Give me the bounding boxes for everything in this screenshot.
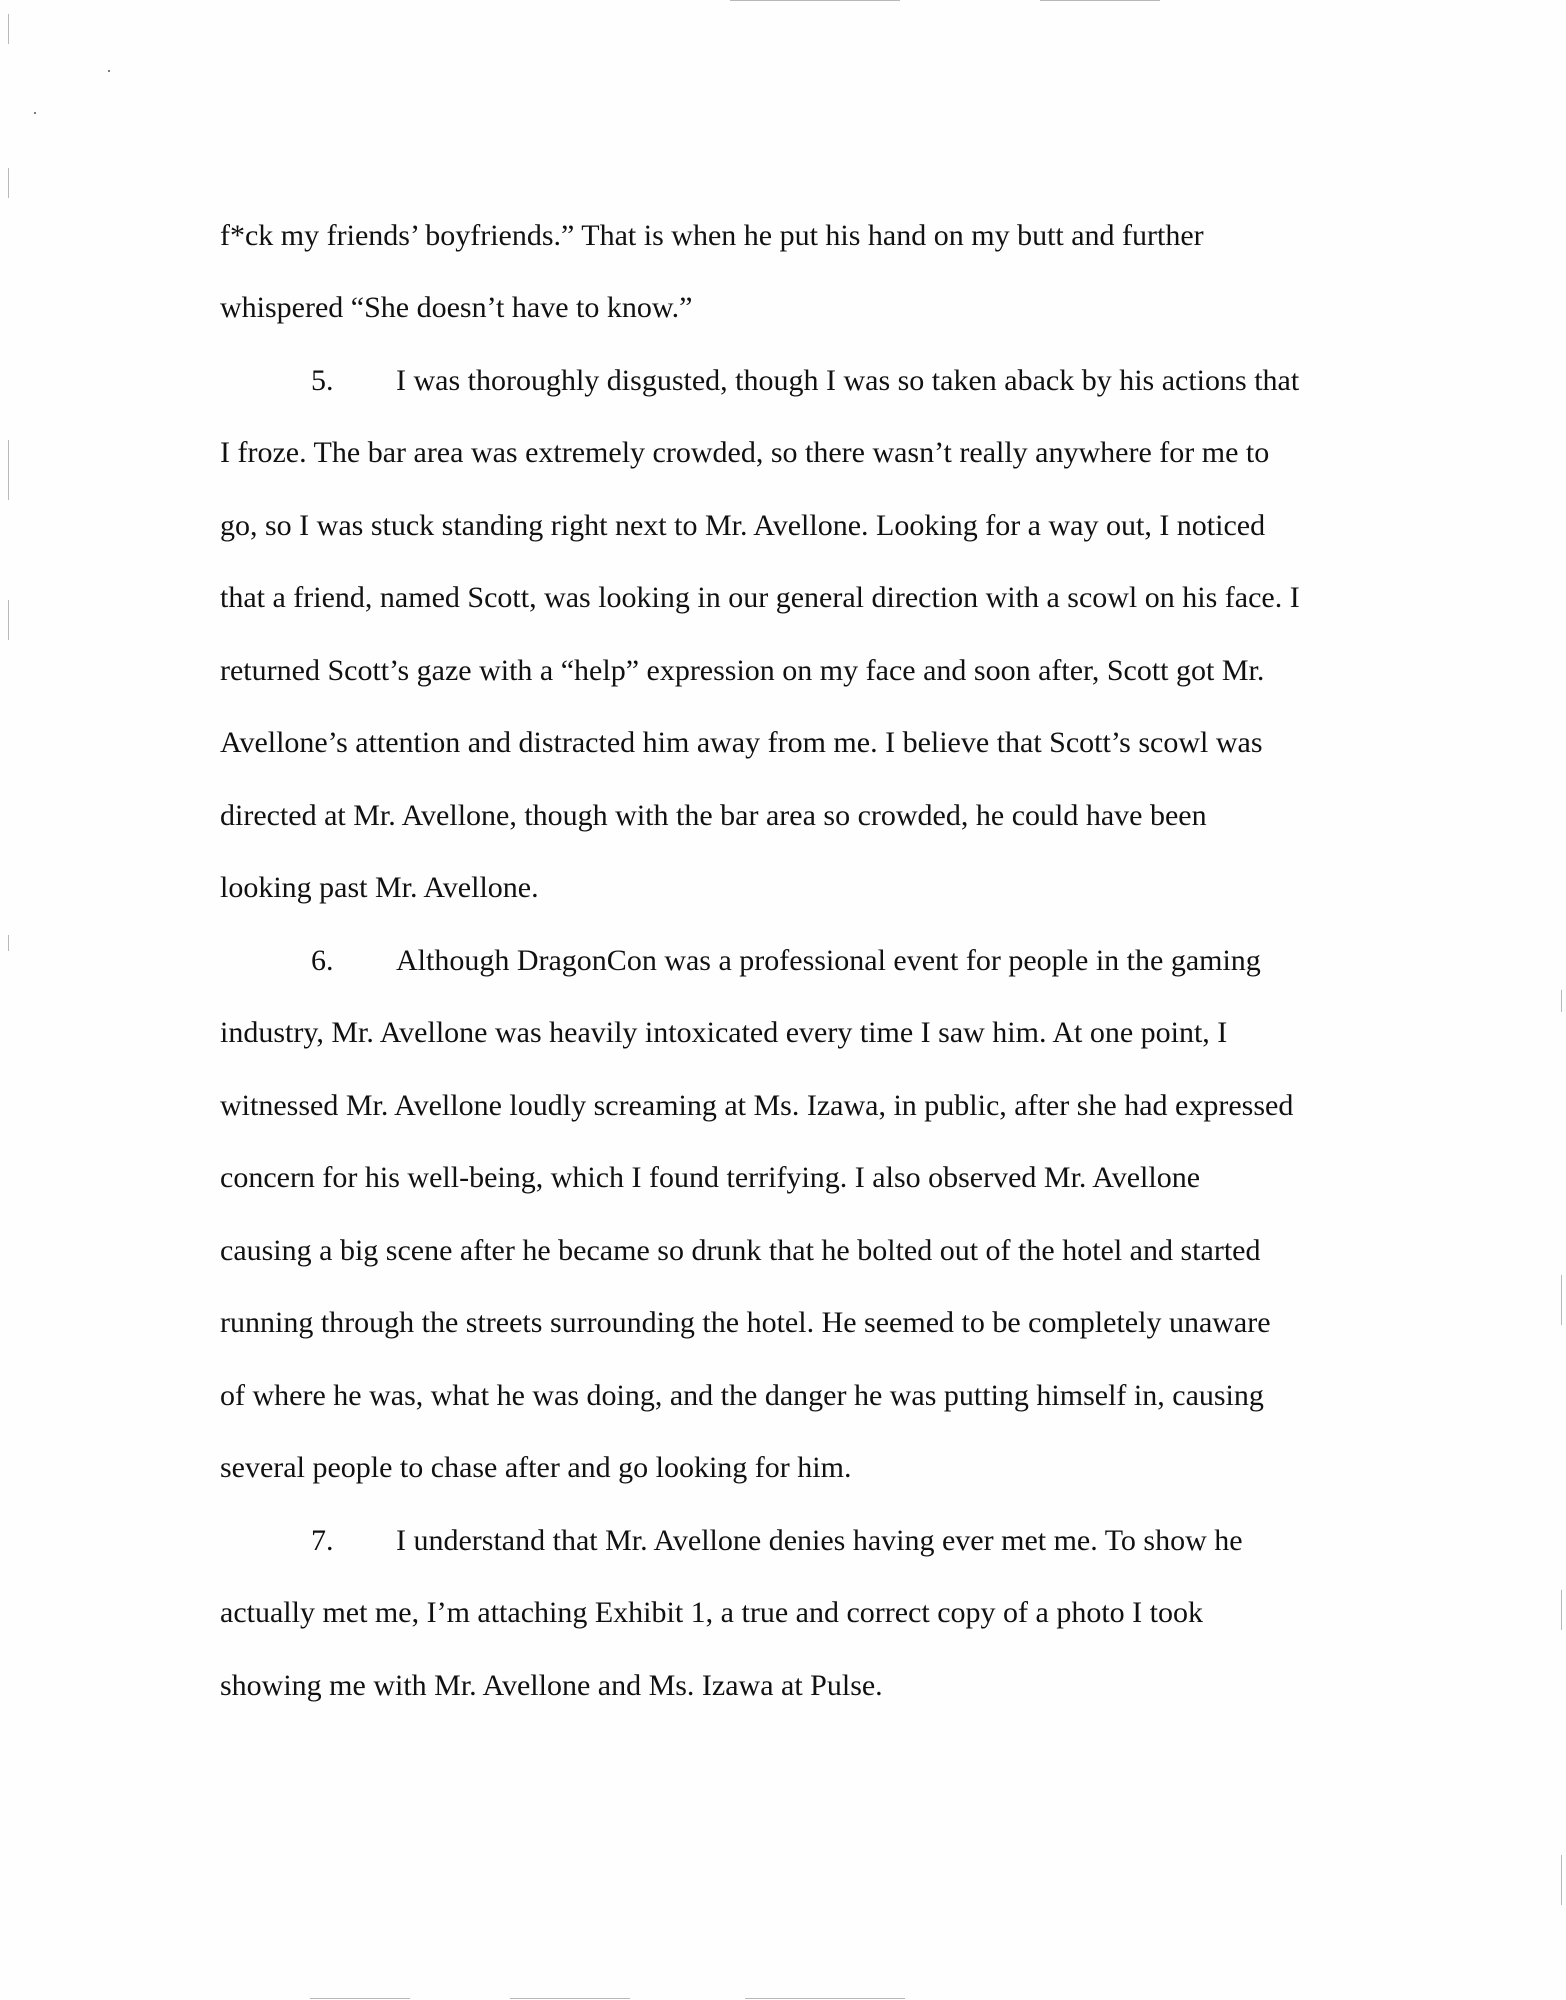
text-line: go, so I was stuck standing right next to Mr. Avellone. Looking for a way out, I noticed [220, 509, 1266, 542]
text-line: returned Scott’s gaze with a “help” expression on my face and soon after, Scott got Mr. [220, 654, 1265, 687]
scan-mark-left-1 [8, 14, 9, 44]
text-line: Avellone’s attention and distracted him away from me. I believe that Scott’s scowl was [220, 726, 1263, 759]
scan-mark-right-1 [1561, 990, 1562, 1012]
text-line: I was thoroughly disgusted, though I was so taken aback by his actions that [396, 364, 1300, 397]
scan-mark-right-3 [1561, 1590, 1562, 1630]
text-line: I understand that Mr. Avellone denies having ever met me. To show he [396, 1524, 1243, 1557]
scan-mark-left-4 [8, 600, 9, 640]
scan-mark-right-4 [1561, 1855, 1562, 1905]
text-line: concern for his well-being, which I found terrifying. I also observed Mr. Avellone [220, 1161, 1201, 1194]
scan-mark-top-2 [1040, 0, 1160, 1]
text-line: several people to chase after and go looking for him. [220, 1451, 852, 1484]
scan-dot-1 [108, 70, 110, 72]
text-line: of where he was, what he was doing, and the danger he was putting himself in, causing [220, 1379, 1264, 1412]
text-line: showing me with Mr. Avellone and Ms. Izawa at Pulse. [220, 1669, 883, 1702]
scan-mark-left-5 [8, 935, 9, 951]
scan-dot-2 [34, 112, 36, 114]
paragraph-number: 6. [311, 944, 334, 977]
text-line: causing a big scene after he became so drunk that he bolted out of the hotel and started [220, 1234, 1261, 1267]
text-line: I froze. The bar area was extremely crowded, so there wasn’t really anywhere for me to [220, 436, 1270, 469]
text-line: running through the streets surrounding the hotel. He seemed to be completely unaware [220, 1306, 1271, 1339]
scan-mark-left-3 [8, 440, 9, 500]
text-line: directed at Mr. Avellone, though with the bar area so crowded, he could have been [220, 799, 1207, 832]
text-line: f*ck my friends’ boyfriends.” That is when he put his hand on my butt and further [220, 219, 1204, 252]
text-line: looking past Mr. Avellone. [220, 871, 539, 904]
text-line: industry, Mr. Avellone was heavily intoxicated every time I saw him. At one point, I [220, 1016, 1228, 1049]
text-line: that a friend, named Scott, was looking in our general direction with a scowl on his face. I [220, 581, 1300, 614]
scan-mark-left-2 [8, 168, 9, 198]
paragraph-number: 5. [311, 364, 334, 397]
scan-mark-bottom-1 [310, 1998, 410, 1999]
text-line: actually met me, I’m attaching Exhibit 1, a true and correct copy of a photo I took [220, 1596, 1203, 1629]
scan-mark-top-1 [730, 0, 900, 1]
paragraph-number: 7. [311, 1524, 334, 1557]
text-line: whispered “She doesn’t have to know.” [220, 291, 693, 324]
text-line: witnessed Mr. Avellone loudly screaming at Ms. Izawa, in public, after she had expressed [220, 1089, 1294, 1122]
scan-mark-bottom-3 [745, 1998, 905, 1999]
scan-mark-bottom-2 [510, 1998, 630, 1999]
scan-mark-right-2 [1561, 1275, 1562, 1325]
text-line: Although DragonCon was a professional event for people in the gaming [396, 944, 1261, 977]
